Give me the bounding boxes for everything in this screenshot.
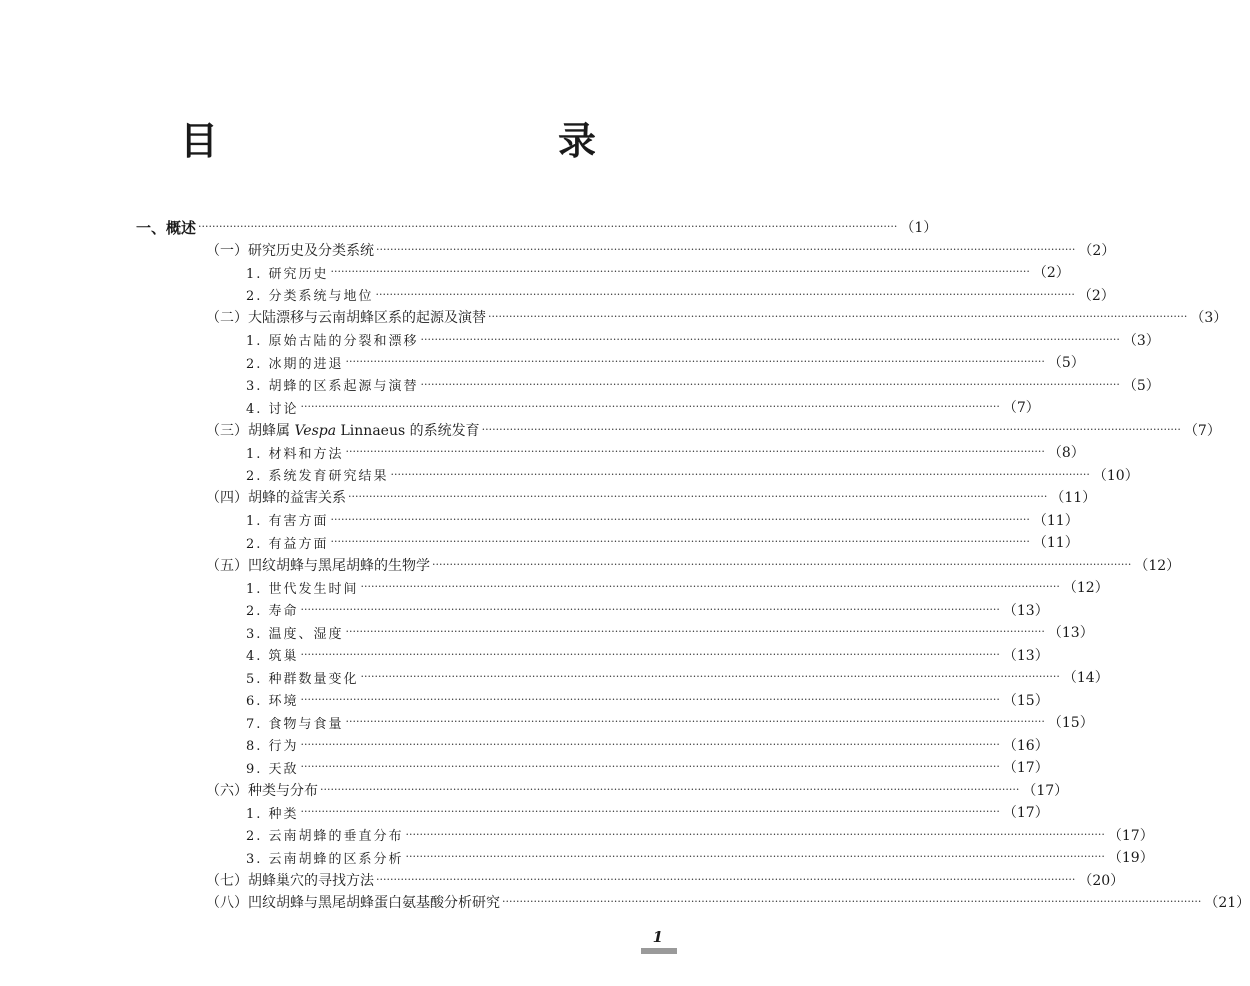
toc-leader-dots: ········································································································································································································ [300,647,1000,661]
toc-entry [246,576,1109,598]
toc-entry-label: 7. 食物与食量 [246,716,344,732]
toc-entry-page: （14） [1062,670,1109,686]
toc-entry [206,891,1250,913]
toc-entry [246,351,1085,373]
toc-entry-label: （八）凹纹胡蜂与黑尾胡蜂蛋白氨基酸分析研究 [206,895,500,911]
page-number: 1 [652,928,663,946]
toc-entry [206,419,1221,441]
toc-entry-label: 2. 寿命 [246,604,299,619]
toc-leader-dots: ········································································································································································································ [300,602,1000,616]
toc-entry [246,396,1040,418]
toc-leader-dots: ········································································································································································································ [376,872,1076,886]
toc-entry-page: （10） [1092,467,1139,484]
toc-entry-page: （20） [1078,872,1125,889]
toc-entry [246,711,1094,733]
toc-entry-label: 1. 材料和方法 [246,446,344,462]
toc-entry-label: 4. 讨论 [246,401,299,417]
toc-entry-label: 1. 原始古陆的分裂和漂移 [246,334,419,349]
page-footer [641,928,677,954]
toc-leader-dots: ········································································································································································································ [376,242,1076,256]
toc-leader-dots: ········································································································································································································ [405,827,1105,841]
toc-entry [206,554,1181,576]
toc-leader-dots: ········································································································································································································ [300,400,1000,413]
toc-entry [246,689,1049,711]
toc-entry-page: （3） [1122,332,1160,349]
toc-entry-label: 2. 系统发育研究结果 [246,469,389,484]
toc-entry-label: 6. 环境 [246,694,299,709]
toc-leader-dots: ········································································································································································································ [345,445,1045,458]
toc-entry-page: （17） [1107,827,1154,844]
toc-entry [246,464,1139,486]
toc-entry-page: （7） [1002,400,1040,416]
toc-entry-label: 1. 有害方面 [246,514,329,529]
toc-entry-page: （1） [900,220,938,236]
toc-entry-page: （15） [1002,692,1049,709]
toc-entry [206,306,1228,328]
toc-entry-label-italic: Vespa [294,422,337,439]
toc-entry-page: （2） [1032,265,1070,281]
toc-entry [246,441,1085,463]
toc-leader-dots: ········································································································································································································ [345,625,1045,638]
toc-entry [206,779,1069,801]
toc-entry-label: （六）种类与分布 [206,782,318,799]
toc-leader-dots: ········································································································································································································ [420,377,1120,391]
toc-entry-page: （15） [1047,715,1094,731]
toc-leader-dots: ········································································································································································································ [300,737,1000,751]
toc-leader-dots: ········································································································································································································ [502,895,1202,908]
toc-entry-label: 8. 行为 [246,739,299,754]
toc-entry-page: （5） [1122,377,1160,394]
toc-entry-page: （12） [1062,580,1109,596]
toc-entry [246,374,1160,396]
toc-entry-page: （7） [1183,422,1221,439]
toc-entry [246,644,1049,666]
toc-leader-dots: ········································································································································································································ [345,715,1045,728]
toc-entry-page: （2） [1078,242,1116,259]
toc-entry [246,801,1049,823]
page-number-bar [641,948,677,954]
toc-entry-page: （12） [1134,557,1181,574]
toc-entry-page: （17） [1002,805,1049,821]
toc-entry-page: （21） [1204,895,1250,911]
toc-entry [246,734,1049,756]
toc-entry [246,329,1160,351]
toc-leader-dots: ········································································································································································································ [300,805,1000,818]
toc-entry [246,284,1115,306]
toc-entry [246,531,1079,553]
toc-entry-page: （16） [1002,737,1049,754]
toc-leader-dots: ········································································································································································································ [488,310,1188,323]
toc-entry-page: （2） [1077,287,1115,304]
toc-entry-label: 1. 研究历史 [246,266,329,282]
toc-entry-label: 5. 种群数量变化 [246,671,359,687]
toc-entry-page: （11） [1050,490,1097,506]
toc-entry-label: （四）胡蜂的益害关系 [206,490,346,506]
toc-entry-label: 1. 世代发生时间 [246,581,359,597]
toc-leader-dots: ········································································································································································································ [300,760,1000,773]
toc-entry [246,666,1109,688]
toc-leader-dots: ········································································································································································································ [198,220,898,233]
toc-leader-dots: ········································································································································································································ [432,557,1132,571]
toc-leader-dots: ········································································································································································································ [348,490,1048,503]
toc-entry-page: （13） [1047,625,1094,641]
toc-entry-label-pre: （三）胡蜂属 [206,422,295,439]
toc-entry [206,486,1097,508]
toc-entry-label: 9. 天敌 [246,761,299,777]
toc-leader-dots: ········································································································································································································ [481,422,1181,436]
toc-entry-label: 3. 胡蜂的区系起源与演替 [246,379,419,394]
toc-entry-page: （13） [1002,647,1049,664]
toc-entry-label: 2. 分类系统与地位 [246,289,374,304]
toc-entry-page: （3） [1190,310,1228,326]
toc-entry-page: （11） [1032,535,1079,551]
toc-leader-dots: ········································································································································································································ [330,535,1030,548]
toc-leader-dots: ········································································································································································································ [330,265,1030,278]
toc-leader-dots: ········································································································································································································ [360,670,1060,683]
toc-entry [246,756,1049,778]
toc-leader-dots: ········································································································································································································ [360,580,1060,593]
toc-leader-dots: ········································································································································································································ [375,287,1075,301]
toc-entry-page: （11） [1032,512,1079,529]
toc-entry-page: （5） [1047,355,1085,371]
toc-entry [246,509,1079,531]
toc-leader-dots: ········································································································································································································ [345,355,1045,368]
toc-entry [246,261,1070,283]
toc-entry [246,846,1154,868]
toc-leader-dots: ········································································································································································································ [420,332,1120,346]
toc-entry [246,599,1049,621]
toc-entry-label: 2. 云南胡蜂的垂直分布 [246,829,404,844]
toc-leader-dots: ········································································································································································································ [405,850,1105,863]
toc-entry-label: （一）研究历史及分类系统 [206,242,374,259]
toc-leader-dots: ········································································································································································································ [320,782,1020,796]
toc-entry [246,621,1094,643]
toc-entry-label: （七）胡蜂巢穴的寻找方法 [206,872,374,889]
toc-entry-label-post: Linnaeus 的系统发育 [336,422,480,439]
toc-leader-dots: ········································································································································································································ [300,692,1000,706]
toc-entry-page: （17） [1022,782,1069,799]
toc-entry [206,239,1116,261]
toc-entry-label: （五）凹纹胡蜂与黑尾胡蜂的生物学 [206,557,430,574]
toc-entry-label [206,420,480,440]
page-title: 目 录 [179,118,684,163]
toc-entry-label: 2. 有益方面 [246,536,329,552]
toc-entry-page: （19） [1107,850,1154,866]
toc-entry [206,869,1125,891]
toc-entry-label: 一、概述 [136,218,197,237]
toc-entry-page: （8） [1047,445,1085,461]
toc-entry-page: （17） [1002,760,1049,776]
toc-entry-label: 3. 温度、湿度 [246,626,344,642]
toc-entry-label: 1. 种类 [246,806,299,822]
toc-leader-dots: ········································································································································································································ [330,512,1030,526]
toc-leader-dots: ········································································································································································································ [390,467,1090,481]
toc-entry-label: 3. 云南胡蜂的区系分析 [246,851,404,867]
toc-entry [246,824,1154,846]
toc-entry-label: 4. 筑巢 [246,649,299,664]
toc-entry-page: （13） [1002,602,1049,619]
toc-entry [136,216,938,238]
toc-entry-label: （二）大陆漂移与云南胡蜂区系的起源及演替 [206,310,486,326]
toc-entry-label: 2. 冰期的进退 [246,356,344,372]
